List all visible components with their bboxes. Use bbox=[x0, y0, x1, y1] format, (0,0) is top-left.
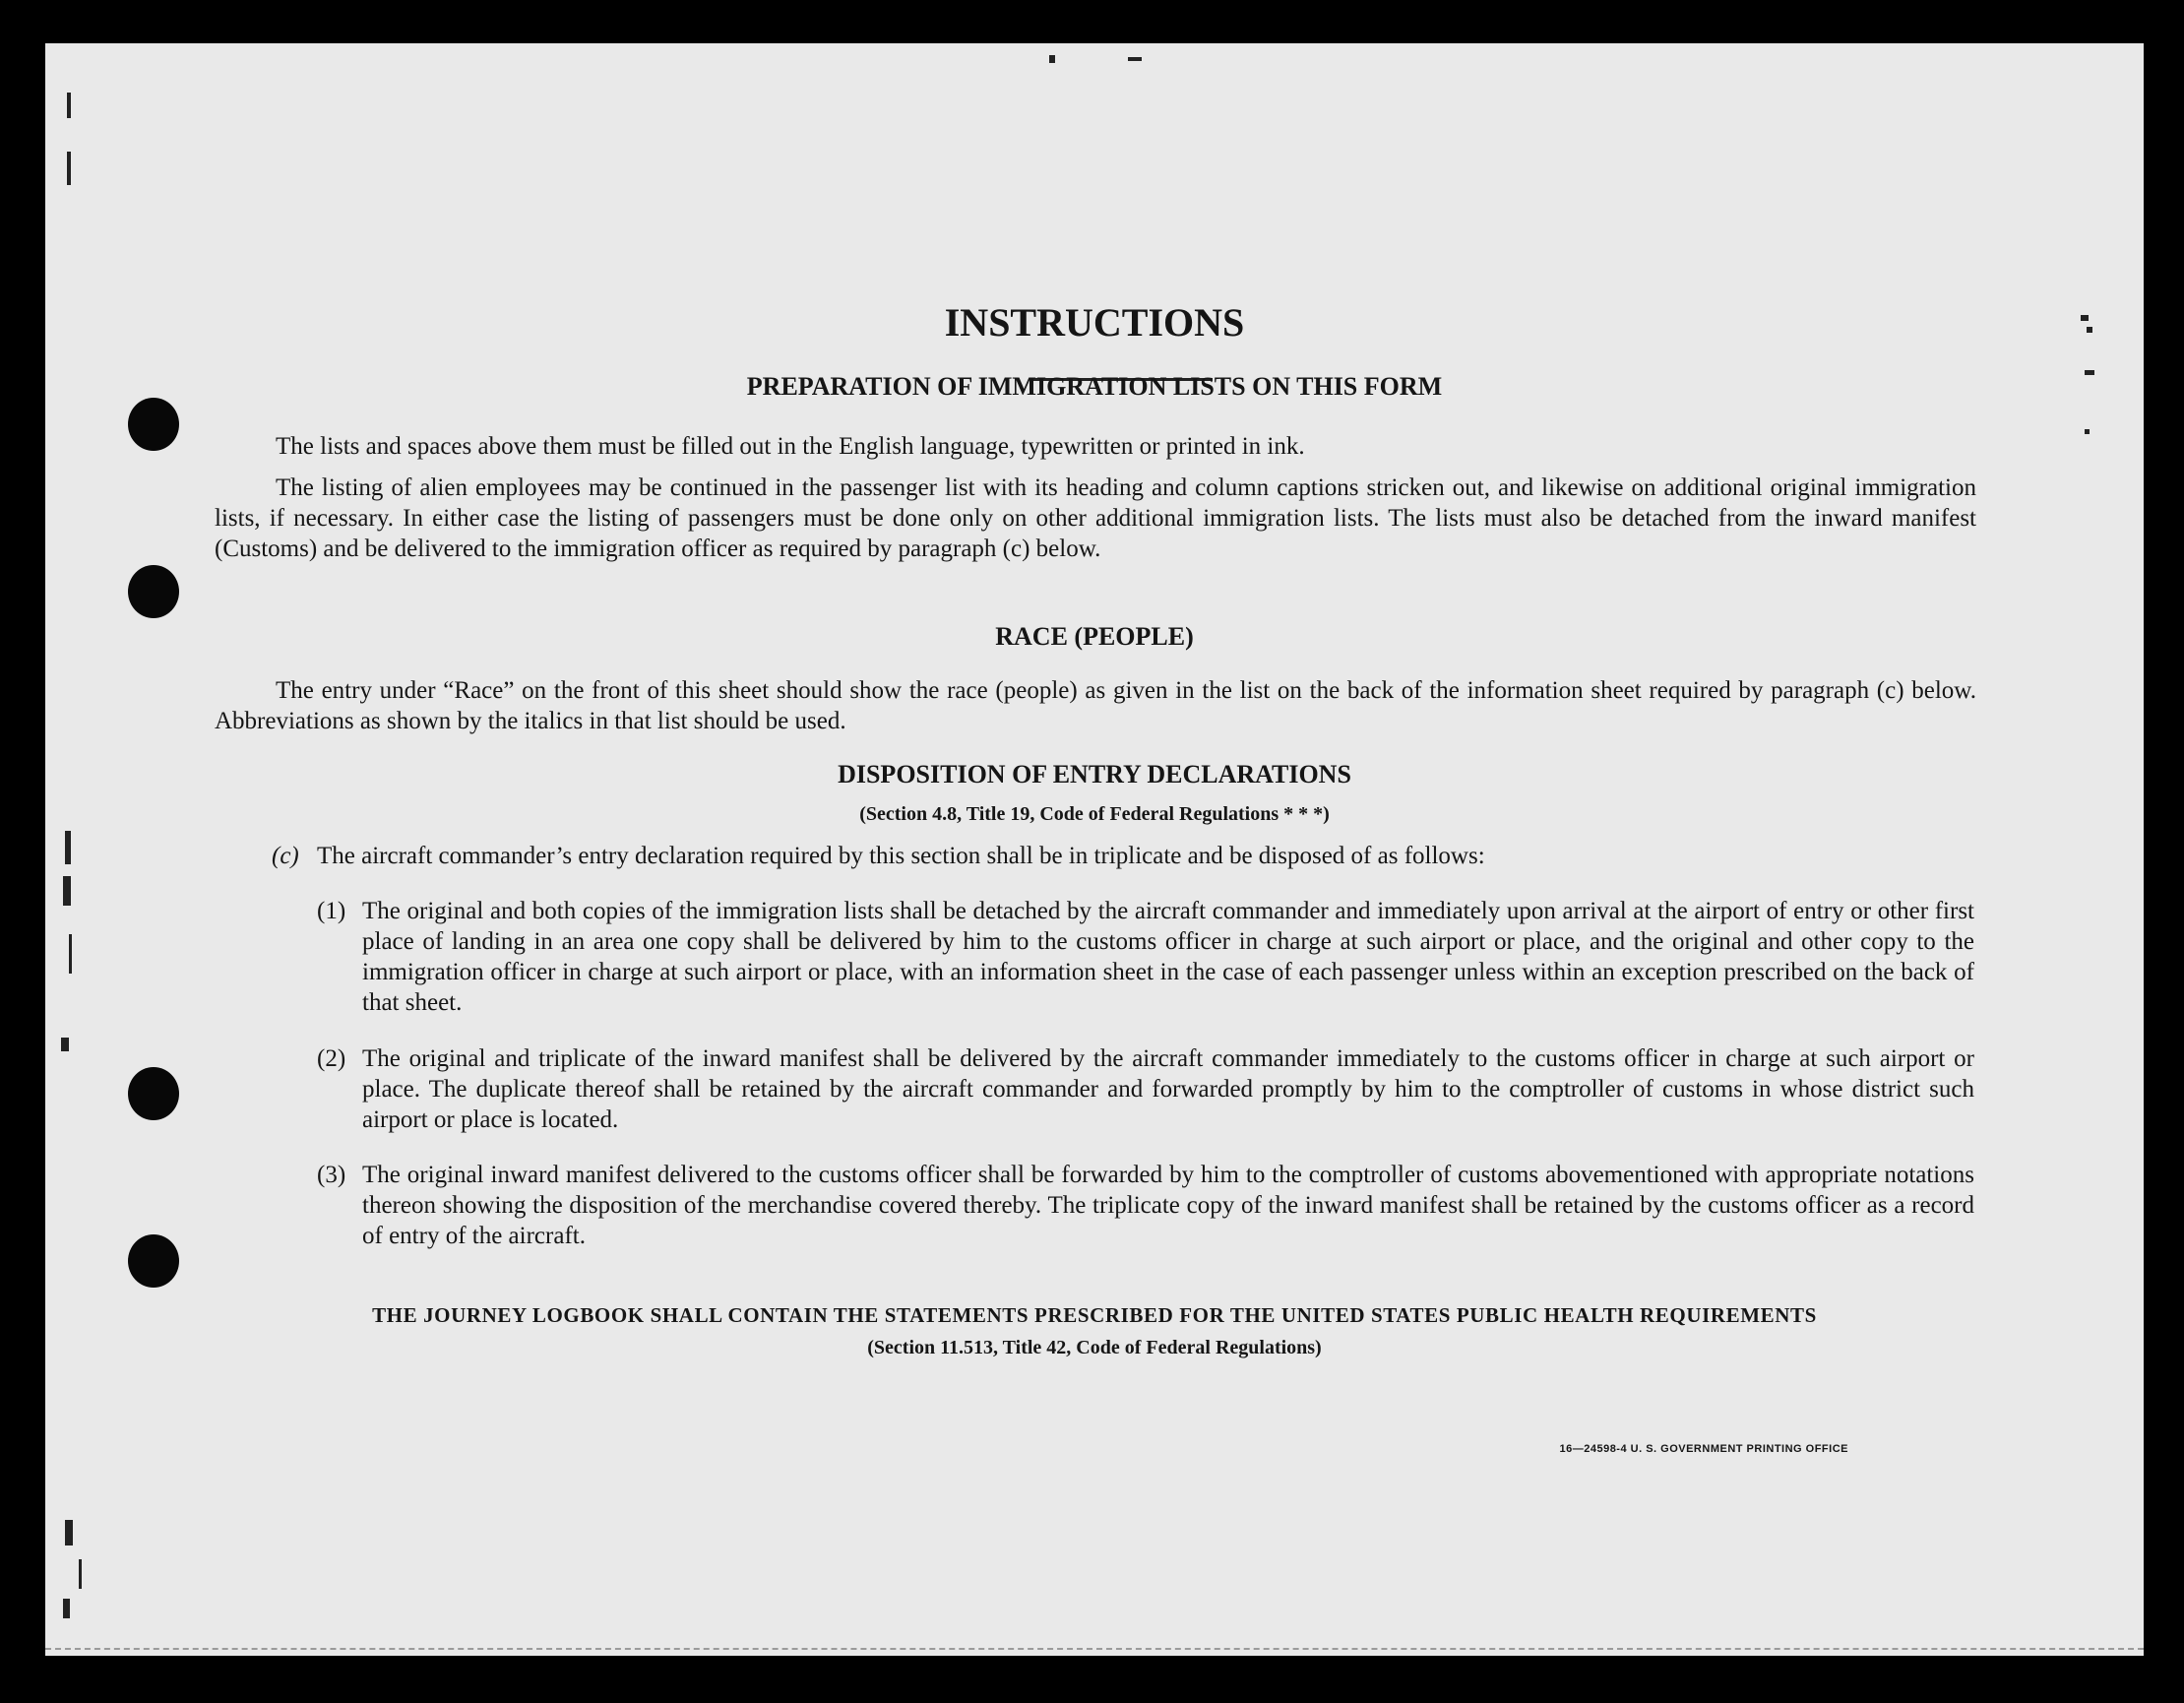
footer-statement: THE JOURNEY LOGBOOK SHALL CONTAIN THE STATEMENTS PRESCRIBED FOR THE UNITED STATES PUBLIC HEALTH REQUIREMENTS bbox=[372, 1303, 1817, 1327]
item-text: The original inward manifest delivered to the customs officer shall be forwarded by him to the comptroller of customs abovementioned with appropriate notations thereon showing the disposition of the merchandise covered thereby. The triplicate copy of the inward manifest shall be retained by the customs officer as a record of entry of the aircraft. bbox=[362, 1162, 1974, 1249]
page-title: INSTRUCTIONS bbox=[944, 300, 1245, 345]
instructions-body bbox=[45, 43, 2144, 1656]
item-text: The original and both copies of the immigration lists shall be detached by the aircraft commander and immediately upon arrival at the airport of entry or other first place of landing in an area one copy shall be delivered by him to the customs officer in charge at such airport or place, and the original and other copy to the immigration officer in charge at such airport or place, with an information sheet in the case of each passenger unless within an exception prescribed on the back of that sheet. bbox=[362, 898, 1974, 1016]
item-number: (2) bbox=[317, 1045, 346, 1072]
intro-label: (c) bbox=[272, 843, 299, 869]
heading-disposition: DISPOSITION OF ENTRY DECLARATIONS bbox=[838, 760, 1351, 788]
heading-preparation: PREPARATION OF IMMIGRATION LISTS ON THIS FORM bbox=[746, 372, 1443, 401]
paragraph-race: The entry under “Race” on the front of this sheet should show the race (people) as given in the list on the back of the information sheet required by paragraph (c) below. Abbreviations as shown by the italics in that list should be used. bbox=[215, 677, 1976, 734]
footer-citation: (Section 11.513, Title 42, Code of Federal Regulations) bbox=[867, 1337, 1322, 1358]
item-number: (1) bbox=[317, 898, 346, 924]
item-number: (3) bbox=[317, 1162, 346, 1188]
document-page bbox=[45, 43, 2144, 1656]
item-text: The original and triplicate of the inward manifest shall be delivered by the aircraft commander immediately to the customs officer in charge at such airport or place. The duplicate thereof shall be retained by the aircraft commander and forwarded promptly by him to the comptroller of customs in whose district such airport or place is located. bbox=[362, 1045, 1974, 1133]
paragraph-preparation-1: The lists and spaces above them must be filled out in the English language, typewritten or printed in ink. bbox=[276, 433, 1305, 460]
list-item bbox=[317, 1160, 1974, 1282]
list-item bbox=[317, 896, 1974, 1048]
printer-imprint: 16—24598-4 U. S. GOVERNMENT PRINTING OFFICE bbox=[1559, 1443, 1848, 1455]
disposition-citation: (Section 4.8, Title 19, Code of Federal Regulations * * *) bbox=[859, 803, 1330, 825]
intro-text: The aircraft commander’s entry declaration required by this section shall be in triplicate and be disposed of as follows: bbox=[317, 843, 1485, 869]
bottom-edge bbox=[45, 1648, 2144, 1650]
list-item bbox=[317, 1043, 1974, 1166]
disposition-intro bbox=[272, 841, 1974, 871]
paragraph-preparation-2: The listing of alien employees may be continued in the passenger list with its heading and column captions stricken out, and likewise on additional original immigration lists, if necessary. In either case the listing of passengers must be done only on other additional immigration lists. The lists must also be detached from the inward manifest (Customs) and be delivered to the immigration officer as required by paragraph (c) below. bbox=[215, 474, 1976, 562]
heading-race: RACE (PEOPLE) bbox=[995, 622, 1194, 651]
